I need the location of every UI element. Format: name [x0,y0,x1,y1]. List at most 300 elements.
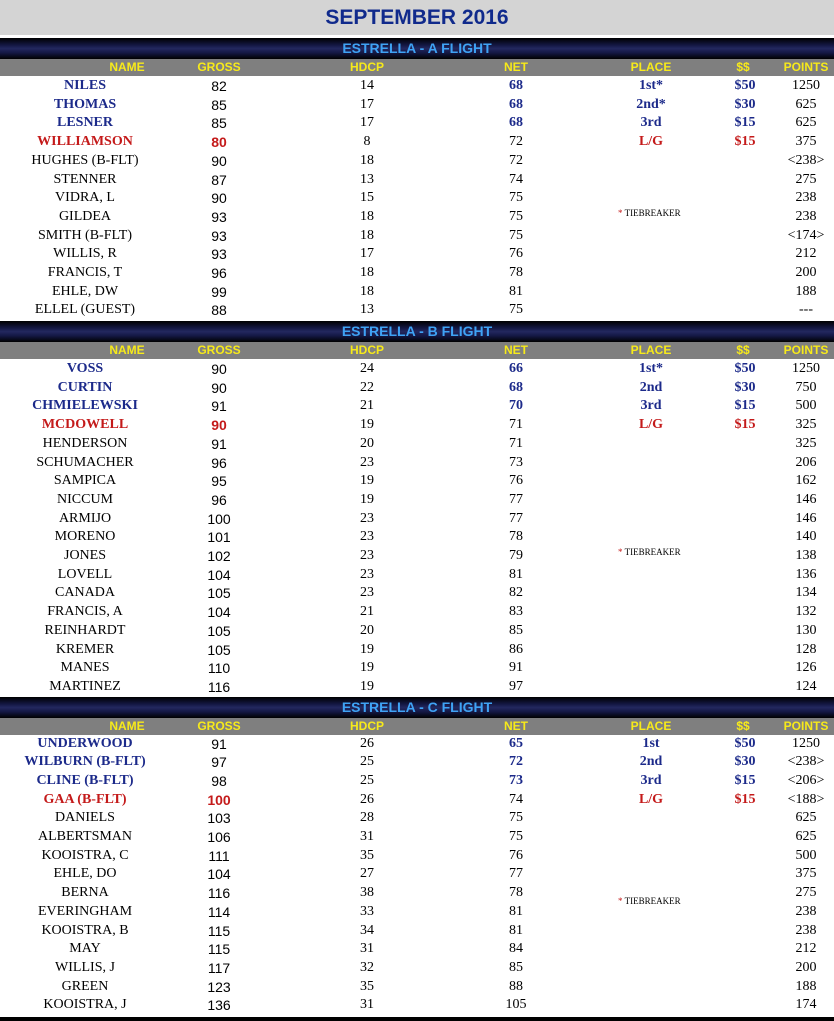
cell-gross: 91 [211,735,227,752]
cell-hdcp: 13 [360,171,374,187]
table-row [0,641,834,660]
cell-points: 375 [795,866,817,882]
cell-money: $50 [734,361,756,376]
column-header-place: PLACE [630,719,672,733]
cell-net: 75 [509,227,523,243]
cell-name: SAMPICA [53,473,117,489]
table-row [0,903,834,922]
table-row [0,491,834,510]
cell-name: ALBERTSMAN [37,829,133,844]
cell-points: 134 [795,585,817,601]
table-row [0,959,834,978]
tiebreaker-note [618,547,681,557]
cell-name: KREMER [55,641,115,657]
cell-points: 200 [795,265,817,280]
cell-name: JONES [63,548,107,563]
cell-hdcp: 28 [360,810,374,826]
cell-net: 73 [509,772,523,788]
cell-hdcp: 31 [360,829,374,844]
tiebreaker-star: * [618,896,623,906]
cell-gross: 103 [207,810,231,827]
tiebreaker-label: TIEBREAKER [624,896,681,906]
table-row [0,264,834,283]
column-header-gross: GROSS [197,343,241,357]
cell-points: 625 [795,810,817,826]
cell-gross: 90 [211,379,227,396]
cell-hdcp: 26 [360,791,374,807]
cell-net: 83 [509,604,523,620]
cell-money: $15 [734,772,756,788]
table-row [0,528,834,547]
cell-points: 238 [795,208,817,224]
table-row [0,753,834,772]
cell-points: 124 [795,678,817,694]
cell-points: 212 [795,246,817,262]
cell-gross: 104 [207,566,231,583]
cell-net: 79 [509,548,523,563]
cell-hdcp: 19 [360,660,374,676]
cell-gross: 96 [211,265,227,281]
cell-hdcp: 26 [360,735,374,751]
cell-name: THOMAS [53,96,117,112]
cell-name: EHLE, DW [51,283,119,299]
cell-name: DANIELS [55,810,115,826]
cell-net: 76 [509,246,523,262]
cell-place: 2nd [639,379,663,395]
cell-name: CURTIN [57,379,113,395]
cell-gross: 123 [207,978,231,995]
cell-net: 71 [509,435,523,451]
cell-gross: 80 [211,134,227,151]
cell-name: WILLIS, J [55,959,115,975]
cell-hdcp: 38 [360,885,374,901]
cell-hdcp: 23 [360,529,374,545]
column-header-hdcp: HDCP [349,719,385,733]
cell-net: 85 [509,959,523,975]
cell-name: NILES [63,78,107,93]
cell-points: 128 [795,641,817,657]
cell-hdcp: 21 [360,398,374,414]
cell-gross: 117 [207,959,231,976]
cell-points: <206> [787,772,825,788]
cell-gross: 93 [211,208,227,225]
cell-gross: 105 [207,585,231,602]
cell-gross: 90 [211,361,227,377]
cell-net: 77 [509,491,523,507]
cell-name: HENDERSON [42,435,128,451]
cell-hdcp: 18 [360,152,374,168]
cell-points: 188 [795,978,817,994]
cell-name: ARMIJO [58,510,112,526]
column-header-money: $$ [736,719,750,733]
cell-net: 72 [509,754,523,770]
cell-gross: 97 [211,754,227,771]
cell-points: 1250 [792,735,820,751]
cell-net: 97 [509,678,523,694]
cell-gross: 115 [207,922,231,939]
cell-net: 78 [509,885,523,901]
cell-gross: 98 [211,772,227,789]
cell-net: 74 [509,791,523,807]
cell-name: NICCUM [56,491,114,507]
table-row [0,301,834,320]
cell-hdcp: 33 [360,903,374,919]
cell-points: 625 [795,115,817,131]
cell-hdcp: 17 [360,246,374,262]
cell-hdcp: 35 [360,847,374,863]
cell-name: VIDRA, L [55,190,115,206]
table-row [0,865,834,884]
cell-net: 84 [509,941,523,957]
cell-name: SMITH (B-FLT) [38,227,132,243]
cell-gross: 100 [207,791,231,808]
table-row [0,379,834,398]
cell-net: 72 [509,134,523,150]
table-row [0,133,834,152]
column-header-name: NAME [109,719,145,733]
table-row [0,510,834,529]
tiebreaker-label: TIEBREAKER [624,547,681,557]
cell-hdcp: 23 [360,454,374,470]
cell-net: 75 [509,190,523,206]
cell-hdcp: 35 [360,978,374,994]
table-row [0,397,834,416]
cell-points: --- [799,302,813,318]
table-row [0,472,834,491]
table-row [0,659,834,678]
cell-hdcp: 20 [360,622,374,638]
cell-points: 188 [795,283,817,299]
cell-net: 70 [509,398,523,414]
table-row [0,208,834,227]
cell-money: $30 [734,754,756,770]
table-row [0,114,834,133]
cell-name: CLINE (B-FLT) [36,772,134,788]
cell-points: 625 [795,96,817,112]
cell-points: 206 [795,454,817,470]
cell-net: 77 [509,866,523,882]
cell-net: 78 [509,529,523,545]
cell-name: REINHARDT [44,622,126,638]
column-header-row [0,718,834,735]
column-header-hdcp: HDCP [349,60,385,74]
cell-points: 750 [795,379,817,395]
column-header-place: PLACE [630,60,672,74]
column-header-net: NET [504,719,528,733]
cell-name: KOOISTRA, C [41,847,129,863]
cell-points: 1250 [792,78,820,93]
cell-net: 77 [509,510,523,526]
cell-hdcp: 24 [360,361,374,376]
cell-gross: 99 [211,283,227,300]
column-header-points: POINTS [783,719,829,733]
table-row [0,978,834,997]
cell-net: 68 [509,96,523,112]
cell-name: BERNA [61,885,109,901]
cell-points: 1250 [792,361,820,376]
column-header-money: $$ [736,343,750,357]
cell-hdcp: 19 [360,417,374,433]
table-row [0,622,834,641]
cell-hdcp: 8 [363,134,371,150]
cell-net: 73 [509,454,523,470]
cell-points: 162 [795,473,817,489]
cell-gross: 91 [211,398,227,415]
tiebreaker-label: TIEBREAKER [624,208,681,218]
table-row [0,435,834,454]
table-row [0,922,834,941]
cell-name: SCHUMACHER [36,454,134,470]
cell-money: $15 [734,134,756,150]
flight-title-bar: ESTRELLA - A FLIGHT [0,38,834,59]
cell-points: 238 [795,922,817,938]
cell-gross: 90 [211,417,227,434]
cell-points: 138 [795,548,817,563]
cell-net: 88 [509,978,523,994]
table-row [0,416,834,435]
cell-gross: 85 [211,115,227,132]
cell-points: 146 [795,491,817,507]
table-row [0,454,834,473]
cell-points: 212 [795,941,817,957]
cell-name: LOVELL [57,566,113,582]
cell-hdcp: 19 [360,678,374,694]
cell-net: 105 [505,997,527,1013]
cell-net: 81 [509,922,523,938]
table-row [0,360,834,379]
column-header-net: NET [504,60,528,74]
cell-net: 81 [509,566,523,582]
cell-net: 72 [509,152,523,168]
cell-hdcp: 23 [360,510,374,526]
cell-hdcp: 31 [360,941,374,957]
cell-hdcp: 19 [360,491,374,507]
table-row [0,96,834,115]
flight-title-bar: ESTRELLA - C FLIGHT [0,697,834,718]
cell-net: 66 [509,361,523,376]
cell-hdcp: 14 [360,78,374,93]
table-row [0,227,834,246]
column-header-name: NAME [109,343,145,357]
table-row [0,584,834,603]
table-row [0,283,834,302]
cell-gross: 104 [207,604,231,621]
cell-net: 86 [509,641,523,657]
cell-hdcp: 20 [360,435,374,451]
table-row [0,77,834,96]
cell-name: WILLIS, R [53,246,117,262]
cell-points: 126 [795,660,817,676]
column-header-hdcp: HDCP [349,343,385,357]
cell-net: 75 [509,810,523,826]
column-header-gross: GROSS [197,60,241,74]
table-row [0,678,834,697]
table-row [0,772,834,791]
cell-money: $15 [734,398,756,414]
cell-money: $50 [734,735,756,751]
cell-gross: 90 [211,152,227,169]
cell-net: 82 [509,585,523,601]
bottom-border [0,1017,834,1021]
cell-place: 3rd [640,115,662,131]
cell-net: 81 [509,283,523,299]
tiebreaker-star: * [618,208,623,218]
cell-money: $30 [734,96,756,112]
cell-net: 78 [509,265,523,280]
cell-points: <238> [787,754,825,770]
cell-gross: 136 [207,997,231,1014]
cell-points: 174 [795,997,817,1013]
cell-points: 200 [795,959,817,975]
cell-points: 325 [795,435,817,451]
cell-place: 3rd [640,772,662,788]
cell-gross: 111 [208,847,230,864]
column-header-row [0,59,834,76]
flight-title-bar: ESTRELLA - B FLIGHT [0,321,834,342]
cell-gross: 104 [207,866,231,883]
cell-hdcp: 34 [360,922,374,938]
cell-money: $50 [734,78,756,93]
column-header-points: POINTS [783,60,829,74]
cell-hdcp: 22 [360,379,374,395]
cell-points: 146 [795,510,817,526]
cell-name: MARTINEZ [49,678,121,694]
table-row [0,940,834,959]
cell-hdcp: 21 [360,604,374,620]
cell-hdcp: 18 [360,227,374,243]
cell-gross: 93 [211,246,227,263]
cell-gross: 116 [207,678,231,695]
cell-name: KOOISTRA, J [43,997,127,1013]
cell-gross: 82 [211,78,227,94]
cell-name: CHMIELEWSKI [32,398,138,414]
cell-place: L/G [638,417,664,433]
cell-net: 76 [509,847,523,863]
cell-gross: 96 [211,454,227,471]
tiebreaker-note [618,208,681,218]
cell-gross: 102 [207,548,231,564]
cell-hdcp: 17 [360,96,374,112]
cell-net: 68 [509,379,523,395]
page-title: SEPTEMBER 2016 [0,0,834,35]
cell-gross: 95 [211,473,227,490]
cell-gross: 105 [207,622,231,639]
cell-name: KOOISTRA, B [41,922,129,938]
cell-net: 75 [509,302,523,318]
cell-net: 74 [509,171,523,187]
cell-hdcp: 32 [360,959,374,975]
cell-hdcp: 15 [360,190,374,206]
cell-name: MCDOWELL [41,417,129,433]
cell-net: 75 [509,208,523,224]
cell-money: $15 [734,115,756,131]
cell-name: LESNER [56,115,114,131]
table-row [0,791,834,810]
cell-name: CANADA [55,585,115,601]
cell-gross: 85 [211,96,227,113]
cell-net: 75 [509,829,523,844]
cell-gross: 116 [207,885,231,902]
cell-name: VOSS [66,361,104,376]
cell-points: 325 [795,417,817,433]
cell-net: 76 [509,473,523,489]
cell-gross: 93 [211,227,227,244]
cell-name: WILLIAMSON [37,134,133,150]
column-header-net: NET [504,343,528,357]
cell-gross: 110 [207,660,231,677]
table-row [0,735,834,754]
column-header-money: $$ [736,60,750,74]
cell-name: FRANCIS, A [47,604,123,620]
cell-gross: 91 [211,435,227,452]
cell-points: 375 [795,134,817,150]
tiebreaker-note [618,896,681,906]
cell-points: 130 [795,622,817,638]
cell-gross: 90 [211,190,227,207]
column-header-gross: GROSS [197,719,241,733]
cell-net: 71 [509,417,523,433]
cell-hdcp: 18 [360,265,374,280]
column-header-name: NAME [109,60,145,74]
cell-net: 91 [509,660,523,676]
cell-place: 3rd [640,398,662,414]
cell-name: MANES [60,660,110,676]
cell-points: <188> [787,791,825,807]
cell-hdcp: 25 [360,754,374,770]
table-row [0,547,834,566]
cell-points: 275 [795,885,817,901]
cell-hdcp: 31 [360,997,374,1013]
cell-name: STENNER [53,171,117,187]
table-row [0,245,834,264]
cell-hdcp: 23 [360,585,374,601]
cell-hdcp: 17 [360,115,374,131]
cell-place: 2nd* [636,96,666,112]
table-row [0,847,834,866]
cell-name: HUGHES (B-FLT) [31,152,139,168]
cell-place: 1st* [638,361,664,376]
cell-gross: 100 [207,510,231,527]
cell-place: L/G [638,134,664,150]
cell-points: 132 [795,604,817,620]
table-row [0,996,834,1015]
cell-points: 136 [795,566,817,582]
cell-name: EVERINGHAM [37,903,133,919]
cell-gross: 88 [211,302,227,319]
cell-net: 68 [509,78,523,93]
cell-name: GILDEA [58,208,112,224]
cell-place: 1st [642,735,660,751]
cell-hdcp: 19 [360,473,374,489]
cell-gross: 101 [207,529,231,546]
cell-gross: 106 [207,829,231,845]
cell-net: 68 [509,115,523,131]
cell-money: $15 [734,791,756,807]
cell-hdcp: 18 [360,283,374,299]
cell-name: ELLEL (GUEST) [34,302,136,318]
cell-points: <238> [787,152,825,168]
cell-points: 140 [795,529,817,545]
table-row [0,566,834,585]
table-row [0,152,834,171]
cell-gross: 87 [211,171,227,188]
table-row [0,603,834,622]
cell-name: GREEN [61,978,109,994]
cell-points: 238 [795,903,817,919]
cell-name: UNDERWOOD [37,735,133,751]
table-row [0,884,834,903]
cell-name: EHLE, DO [53,866,117,882]
